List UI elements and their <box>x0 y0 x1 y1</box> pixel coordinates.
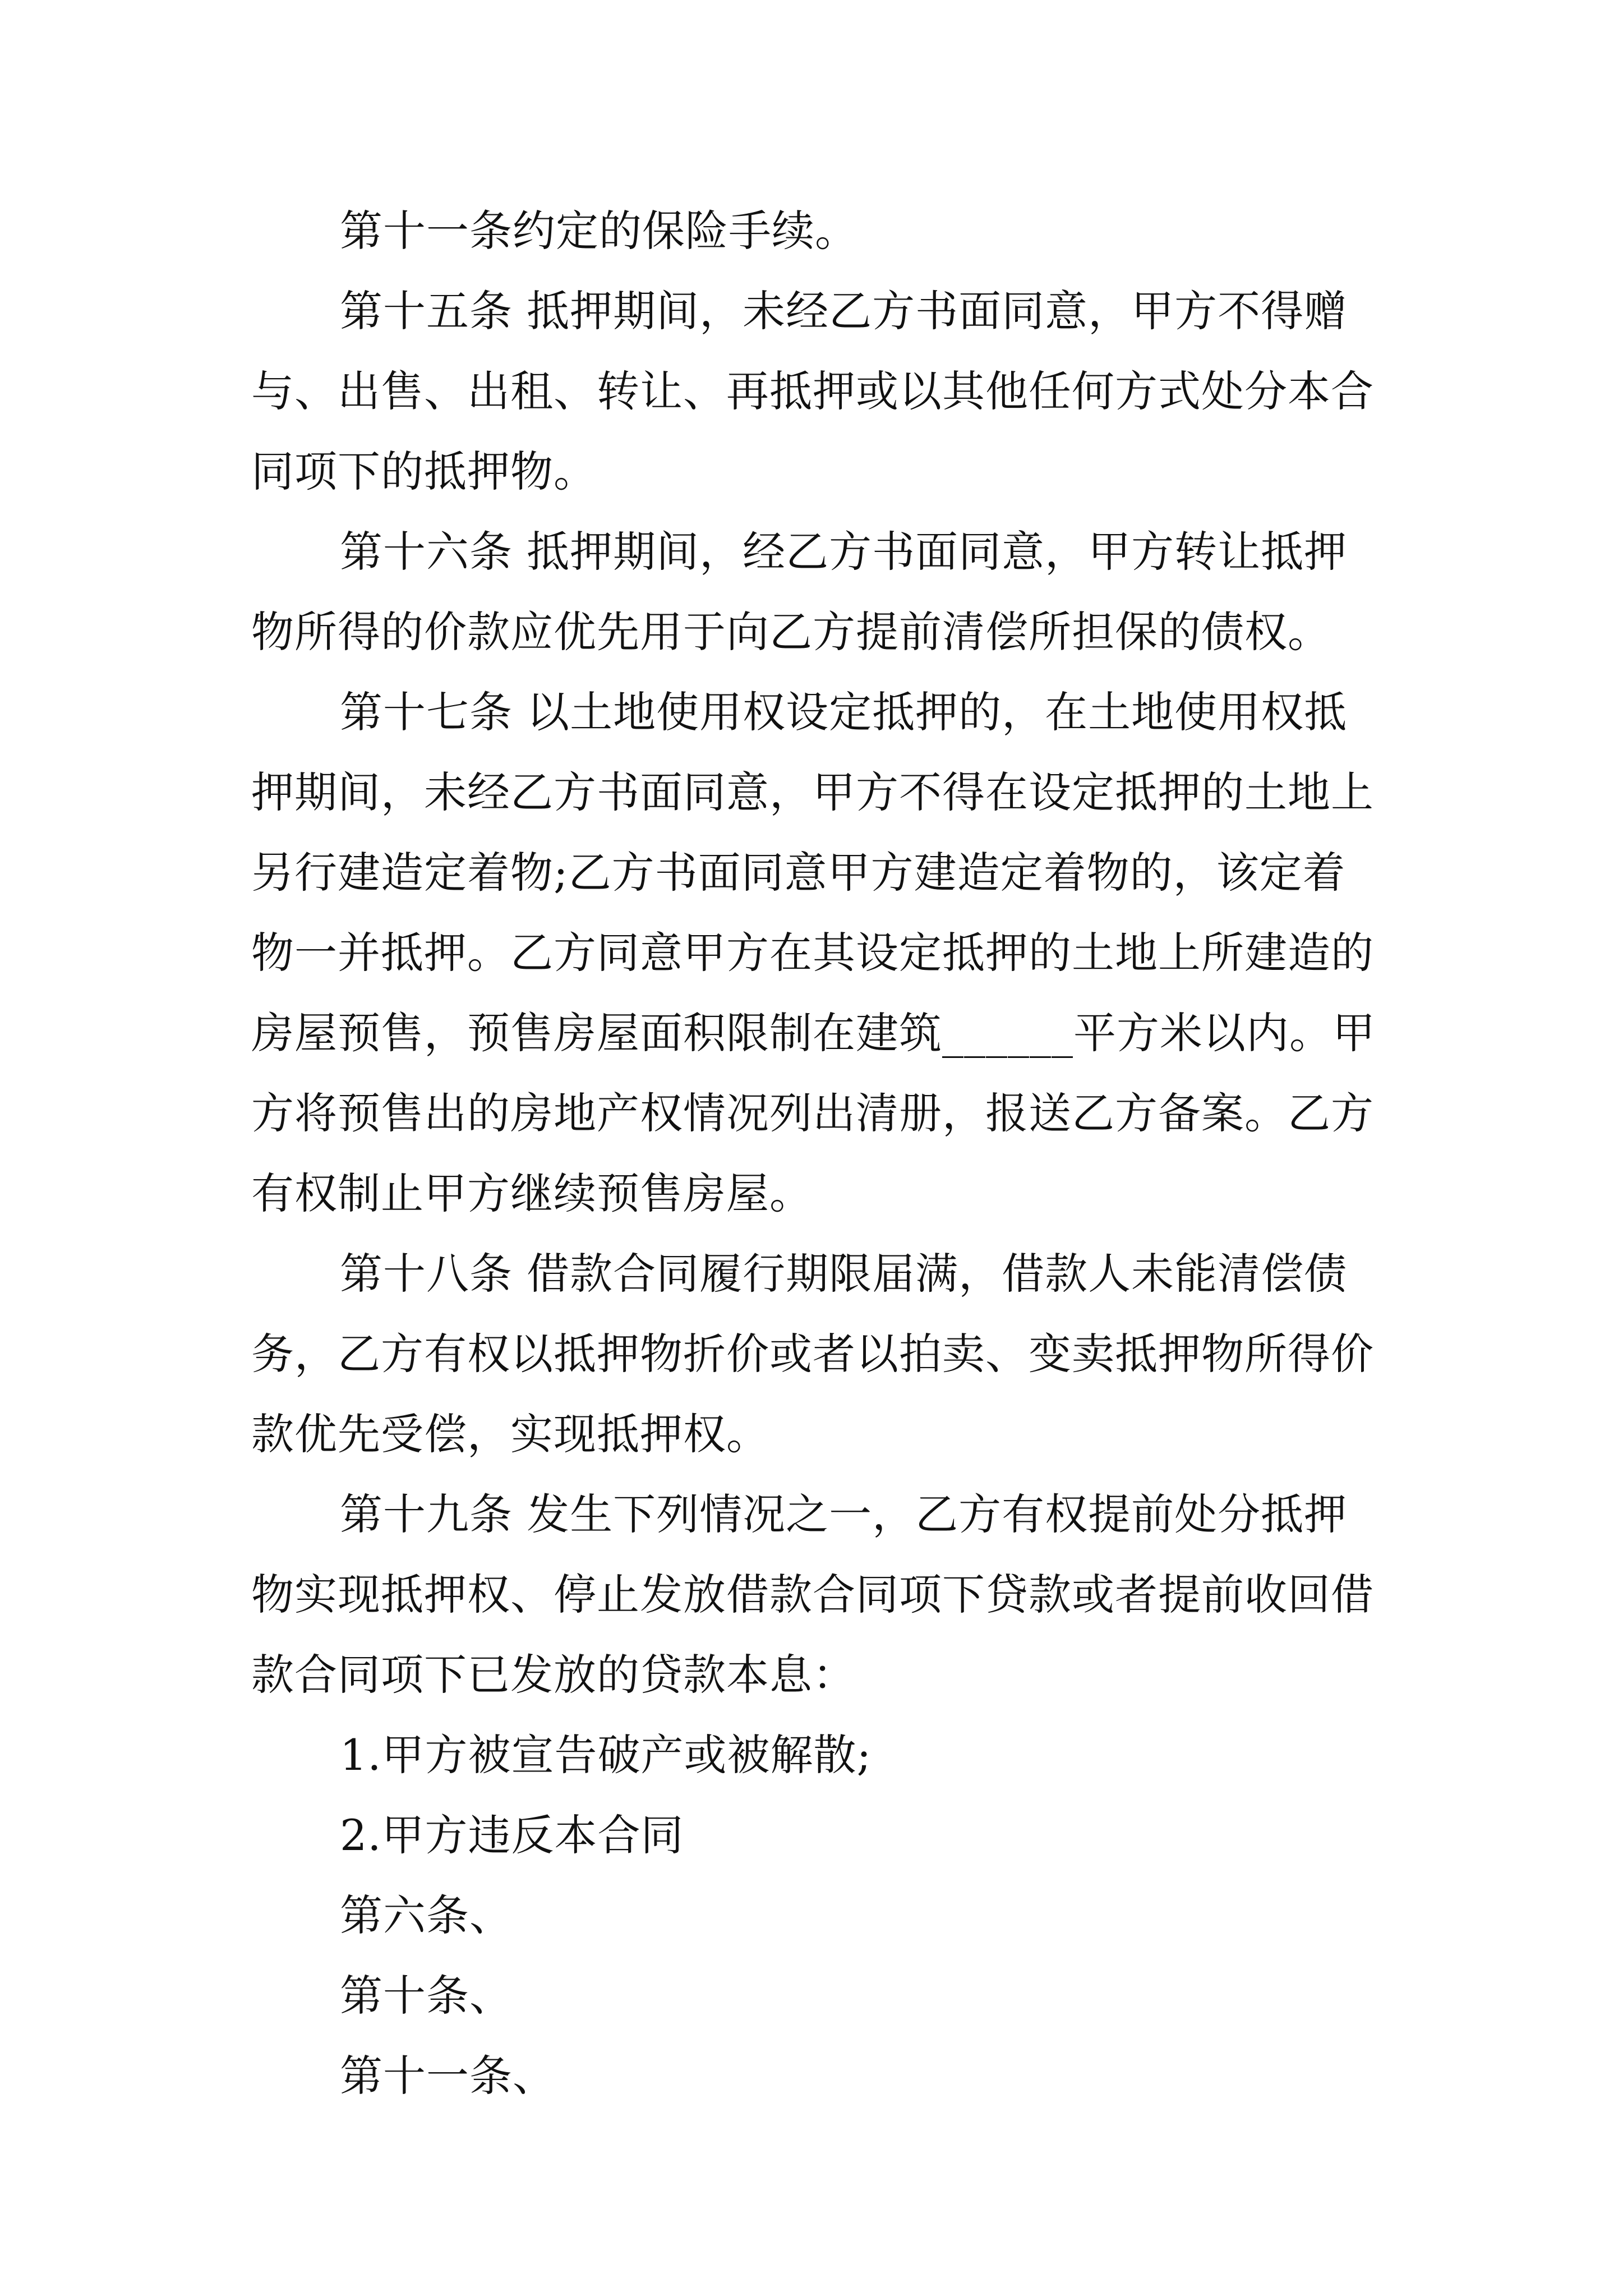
text-line: 物所得的价款应优先用于向乙方提前清偿所担保的债权。 <box>251 607 1331 657</box>
document-body <box>251 191 1395 2116</box>
text-line: 第十七条 以土地使用权设定抵押的，在土地使用权抵 <box>340 687 1348 737</box>
text-line: 务，乙方有权以抵押物折价或者以拍卖、变卖抵押物所得价 <box>251 1329 1374 1379</box>
text-line: 款优先受偿，实现抵押权。 <box>251 1409 769 1459</box>
text-line: 第十一条、 <box>340 2051 556 2101</box>
text-line: 第十八条 借款合同履行期限届满，借款人未能清偿债 <box>340 1249 1348 1299</box>
text-line: 房屋预售，预售房屋面积限制在建筑______平方米以内。甲 <box>251 1008 1376 1058</box>
text-line: 第六条、 <box>340 1890 513 1940</box>
text-line: 有权制止甲方继续预售房屋。 <box>251 1168 813 1218</box>
text-line: 物一并抵押。乙方同意甲方在其设定抵押的土地上所建造的 <box>251 928 1374 978</box>
text-line: 与、出售、出租、转让、再抵押或以其他任何方式处分本合 <box>251 366 1374 416</box>
text-line: 第十六条 抵押期间，经乙方书面同意，甲方转让抵押 <box>340 527 1348 577</box>
text-line: 方将预售出的房地产权情况列出清册，报送乙方备案。乙方 <box>251 1088 1374 1138</box>
list-item: 2.甲方违反本合同 <box>340 1810 684 1860</box>
text-line: 第十五条 抵押期间，未经乙方书面同意，甲方不得赠 <box>340 286 1348 336</box>
text-line: 款合同项下已发放的贷款本息： <box>251 1650 856 1700</box>
text-line: 押期间，未经乙方书面同意，甲方不得在设定抵押的土地上 <box>251 767 1374 817</box>
text-line: 第十九条 发生下列情况之一，乙方有权提前处分抵押 <box>340 1489 1348 1539</box>
text-line: 第十条、 <box>340 1971 513 2021</box>
text-line: 第十一条约定的保险手续。 <box>340 206 858 256</box>
list-item: 1.甲方被宣告破产或被解散; <box>340 1730 872 1780</box>
text-line: 另行建造定着物;乙方书面同意甲方建造定着物的，该定着 <box>251 848 1346 898</box>
text-line: 物实现抵押权、停止发放借款合同项下贷款或者提前收回借 <box>251 1570 1374 1619</box>
text-line: 同项下的抵押物。 <box>251 447 597 496</box>
